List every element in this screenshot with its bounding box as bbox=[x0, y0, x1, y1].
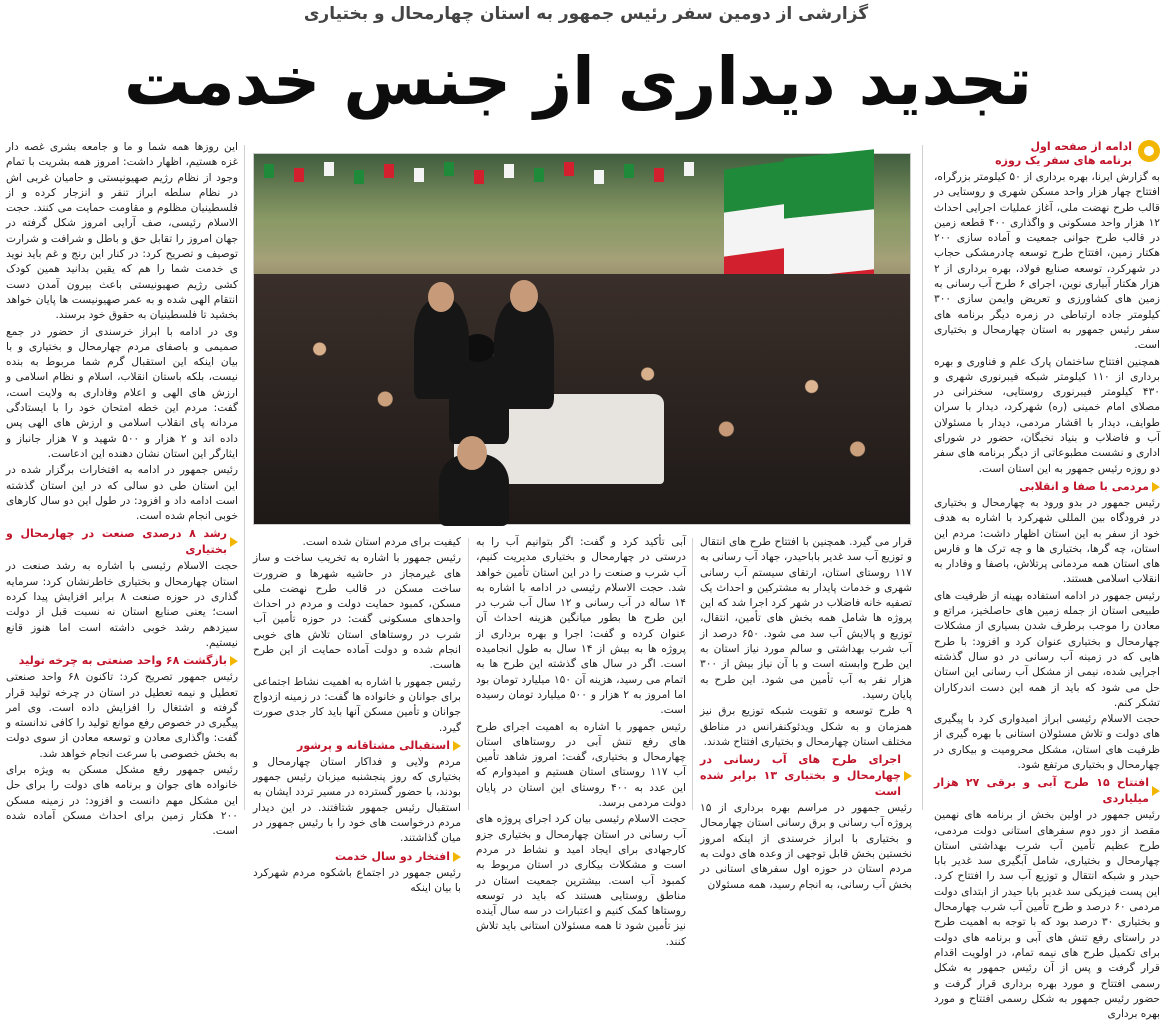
paragraph: حجت الاسلام رئیسی بیان کرد اجرای پروژه های آب رسانی در استان چهارمحال و بختیاری جزو کارجهادی برای ایجاد امید و نشاط در مردم است و مشکلات بیکاری در استان مربوط به کمبود آب است. بیشترین جمعیت استان در مناطق روستایی هستند که باید در توسعه روستاها کمک کنیم و اعتبارات در سه سال آینده نیز تأمین شود تا همه مسئولان استانی باید تلاش کنند. bbox=[476, 813, 686, 948]
column-divider bbox=[468, 538, 469, 810]
paragraph: همچنین افتتاح ساختمان پارک علم و فناوری و بهره برداری از ۱۱۰ کیلومتر شبکه فیبرنوری شهری و ۴۳۰ کیلومتر فیبرنوری روستایی، سخنرانی در مصلای امام خمینی (ره) شهرکرد، دیدار با سران طوایف، دیدار با اقشار مردمی، دیدار با مسئولان آب و فاضلاب و بنیاد نخبگان، حضور در شورای اداری و نشست مطبوعاتی از دیگر برنامه های سفر دو روزه رئیس جمهور به این استان است. bbox=[934, 355, 1160, 475]
paragraph: رئیس جمهور در مراسم بهره برداری از ۱۵ پروژه آب رسانی و برق رسانی استان چهارمحال و بختیاری با ابراز خرسندی از اینکه امروز نخستین بخش قابل توجهی از وعده های دولت به مردم استان در حوزه اول سفرهای استانی در بخش آب رسانی، به انجام رسید، همه مسئولان bbox=[700, 802, 912, 891]
paragraph: حجت الاسلام رئیسی ابراز امیدواری کرد با پیگیری های دولت و تلاش مسئولان استانی با بهره گیری از ظرفیت های استان، مشکل محرومیت و بیکاری در چهارمحال و بختیاری مرتفع شود. bbox=[934, 713, 1160, 771]
left-column bbox=[6, 140, 239, 838]
paragraph: آبی تأکید کرد و گفت: اگر بتوانیم آب را به درستی در چهارمحال و بختیاری مدیریت کنیم، آب شرب و صنعت را در این استان تأمین خواهد شد. حجت الاسلام رئیسی در ادامه با اشاره به ۱۴ ساله در آب رسانی و ۱۲ سال آب شرب در این طرح ها بطور میانگین هزینه احداث آن عنوان کرده و گفت: اجرا و بهره برداری از پروژه ها به بیش از ۱۴ سال به طول انجامیده است. اگر در سال های گذشته این طرح ها به اتمام می رسید، هزینه آن ۱۵۰ میلیارد تومان بود اما امروز به ۲ هزار و ۵۰۰ میلیارد تومان رسیده است. bbox=[476, 536, 687, 717]
paragraph: رئیس جمهور در ادامه به افتخارات برگزار شده در این استان طی دو سالی که در این استان گذشته است ادامه داد و افزود: در طول این دو سال کارهای خوبی انجام شده است. bbox=[6, 464, 238, 523]
bullet-marker-icon bbox=[904, 771, 912, 781]
person-head bbox=[457, 436, 487, 470]
crowd-photo bbox=[253, 153, 911, 525]
paragraph: رئیس جمهور در ادامه استفاده بهینه از ظرفیت های طبیعی استان از جمله زمین های حاصلخیز، مراتع و معادن را موجب برطرف شدن بسیاری از مشکلات چهارمحال و بختیاری عنوان کرد و افزود: با طرح هایی که در زمینه آب رسانی در دو سال گذشته اجرایی شده، نیمی از مشکل آب رسانی این استان حل می شود که باید از همه این دست اندرکاران تشکر کنم. bbox=[934, 589, 1160, 709]
person bbox=[414, 299, 469, 399]
column-divider bbox=[244, 145, 245, 810]
bullet-marker-icon bbox=[1152, 786, 1160, 796]
paragraph: رئیس جمهور با اشاره به اهمیت نشاط اجتماعی برای جوانان و خانواده ها گفت: در زمینه ازدواج جوانان و تأمین مسکن آنها باید کار جدی صورت گیرد. bbox=[253, 675, 461, 734]
paragraph: کیفیت برای مردم استان شده است. bbox=[302, 536, 461, 548]
paragraph: رئیس جمهور در اجتماع باشکوه مردم شهرکرد با بیان اینکه bbox=[253, 866, 461, 894]
subhead: استقبالی مشتاقانه و پرشور bbox=[253, 738, 461, 754]
bullet-marker-icon bbox=[453, 852, 461, 862]
subhead: بازگشت ۶۸ واحد صنعتی به چرخه تولید bbox=[6, 653, 238, 669]
paragraph: این روزها همه شما و ما و جامعه بشری غصه دار غزه هستیم، اظهار داشت: امروز همه بشریت با تمام وجود از نظام رژیم صهیونیستی و حامیان غربی اش در نظام سلطه ابراز تنفر و انزجار کرده و از فلسطینیان مظلوم و مقاومت حمایت می کنند. حجت الاسلام رئیسی، صف آرایی امروز شکل گرفته در جهان امروز را تقابل حق و باطل و شرافت و شرارت توصیف و تصریح کرد: در کنار این رنج و غم باید نوید ی خدمت شما را هم که یقین بدانید همین کودک کشی رژیم صهیونیستی باعث بیرون آمدن دست انتقام الهی شده و به عمر صهیونیست ها پایان خواهد بخشید تا فلسطینیان به حقوق خود برسند. bbox=[6, 141, 238, 322]
article-column-2 bbox=[700, 535, 912, 891]
right-column bbox=[934, 140, 1160, 1021]
person-head bbox=[428, 282, 454, 312]
article-column-4 bbox=[253, 535, 461, 894]
subhead: رشد ۸ درصدی صنعت در چهارمحال و بختیاری bbox=[6, 526, 238, 558]
article-column-3 bbox=[476, 535, 687, 948]
bullet-marker-icon bbox=[453, 741, 461, 751]
subhead: مردمی با صفا و انقلابی bbox=[934, 479, 1160, 495]
bullet-marker-icon bbox=[1152, 482, 1160, 492]
subhead: افتتاح ۱۵ طرح آبی و برقی ۲۷ هزار میلیاردی bbox=[934, 775, 1160, 807]
paragraph: قرار می گیرد. همچنین با افتتاح طرح های انتقال و توزیع آب سد غدیر باباحیدر، جهاد آب رسانی به ۱۱۷ روستای استان، ارتقای سیستم آب رسانی شهری و خدمات پایدار به مشترکین و احداث یک تصفیه خانه فاضلاب در شهر کرد اجرا شد که این پروژه ها شامل همه بخش های تأمین، انتقال، توزیع و پالایش آب سد می شود. ۶۵۰ درصد از آب شرب بهداشتی و سالم مورد نیاز استان به این طرح وابسته است و با آن نیاز بیش از ۳۰۰ هزار نفر به آب تأمین می شود. این طرح به پایان رسید. bbox=[700, 536, 912, 701]
subhead: اجرای طرح های آب رسانی در چهارمحال و بختیاری ۱۳ برابر شده است bbox=[700, 752, 912, 800]
column-divider bbox=[922, 145, 923, 810]
paragraph: وی در ادامه با ابراز خرسندی از حضور در جمع صمیمی و باصفای مردم چهارمحال و بختیاری و با بیان اینکه این استقبال گرم شما مربوط به بنده نیست، بلکه باستان انقلاب، اسلام و نظام اسلامی و ارزش های الهی و اعلام وفاداری به ولایت است، گفت: مردم این خطه امتحان خود را با ایستادگی مردانه پای انقلاب اسلامی و ارزش های الهی پس داده اند و ۲ هزار و ۵۰۰ شهید و ۷ هزار جانباز و ایثارگر این استان نشان دهنده این ادعاست. bbox=[6, 325, 238, 460]
continued-from-label: ادامه از صفحه اول bbox=[1030, 140, 1132, 153]
paragraph: رئیس جمهور در اولین بخش از برنامه های نهمین مقصد از دور دوم سفرهای استانی دولت مردمی، طرح عظیم تأمین آب شرب بهداشتی استان چهارمحال و بختیاری، شامل آبگیری سد غدیر بابا حیدر و شبکه انتقال و توزیع آب سد را افتتاح کرد. این پست فیزیکی سد غدیر بابا حیدر از ابتدای دولت مردمی ۶۰ درصد و طرح تأمین آب شرب چهارمحال و بختیاری ۳۰ درصد بود که با توجه به اهمیت طرح در راستای رفع تنش های آبی و برنامه های دولت برای تکمیل طرح های نیمه تمام، در اولویت اقدام قرار گرفت و پس از آن رئیس جمهور به شکل رسمی افتتاح و مورد بهره برداری قرار گرفت و حضور رئیس جمهور به شکل رسمی افتتاح و مورد بهره برداری bbox=[934, 809, 1160, 1021]
article-kicker: گزارشی از دومین سفر رئیس جمهور به استان چهارمحال و بختیاری bbox=[303, 4, 869, 24]
paragraph: رئیس جمهور با اشاره به تخریب ساخت و ساز های غیرمجاز در حاشیه شهرها و ضرورت ساخت مسکن در قالب طرح نهضت ملی مسکن، کمبود حمایت دولت و مردم در احداث واحدهای مسکونی گفت: در حوزه تأمین آب شرب در روستاهای استان تلاش های خوبی انجام شده و دولت آماده حمایت از این طرح هاست. bbox=[253, 552, 461, 672]
continuation-header bbox=[934, 140, 1160, 168]
bullet-marker-icon bbox=[230, 537, 238, 547]
section-subhead: برنامه های سفر یک روزه bbox=[995, 154, 1132, 167]
paragraph: رئیس جمهور رفع مشکل مسکن به ویژه برای خانواده های جوان و برنامه های دولت را برای حل این مشکل مهم دانست و افزود: در زمینه مسکن ۲۰۰ هکتار زمین برای احداث مسکن آماده شده است. bbox=[6, 763, 238, 838]
column-divider bbox=[692, 538, 693, 810]
person bbox=[494, 299, 554, 409]
paragraph: به گزارش ایرنا، بهره برداری از ۵۰ کیلومتر بزرگراه، افتتاح چهار هزار واحد مسکن شهری و روستایی در قالب طرح نهضت ملی، آغاز عملیات اجرایی احداث ۱۲ هزار واحد مسکونی و واگذاری ۴۰۰ قطعه زمین در قالب طرح جوانی جمعیت و آماده سازی ۲۰۰ هکتار زمین، افتتاح طرح توسعه چادرمشکی حجاب در شهرکرد، توسعه صنایع فولاد، بهره برداری از ۲ هزار هکتار آبیاری نوین، اجرای ۶ طرح آب رسانی به زمین های کشاورزی و تعریض وایمن سازی ۳۰۰ کیلومتر جاده ارتباطی در زمره دیگر برنامه های سفر رئیس جمهور به استان چهارمحال و بختیاری است. bbox=[934, 171, 1160, 352]
bullet-marker-icon bbox=[230, 656, 238, 666]
paragraph: مردم ولایی و فداکار استان چهارمحال و بختیاری که روز پنجشنبه میزبان رئیس جمهور بودند، با حضور گسترده در مسیر تردد ایشان به استقبال رئیس جمهور شتافتند. در این دیدار مردم درخواست های خود را با رئیس جمهور در میان گذاشتند. bbox=[253, 755, 461, 845]
paragraph: ۹ طرح توسعه و تقویت شبکه توزیع برق نیز همزمان و به شکل ویدئوکنفرانس در مناطق مختلف استان چهارمحال و بختیاری افتتاح شدند. bbox=[700, 705, 912, 748]
person-head bbox=[510, 280, 538, 312]
paragraph: رئیس جمهور با اشاره به اهمیت اجرای طرح های رفع تنش آبی در روستاهای استان چهارمحال و بختیاری، گفت: امروز شاهد تأمین آب ۱۱۷ روستای استان هستیم و امیدوارم که این عدد به ۴۰۰ روستای این استان در پایان دولت مردمی برسد. bbox=[476, 720, 686, 810]
newspaper-logo-icon bbox=[1138, 140, 1160, 162]
subhead: افتخار دو سال خدمت bbox=[253, 849, 461, 865]
article-headline: تجدید دیداری از جنس خدمت bbox=[123, 43, 1032, 120]
paragraph: رئیس جمهور تصریح کرد: تاکنون ۶۸ واحد صنعتی تعطیل و نیمه تعطیل در استان در چرخه تولید قرار گرفته و اشتغال را افزایش داده است. وی امر پیگیری در خصوص رفع موانع تولید را کافی ندانسته و گفت: واگذاری معادن و توسعه معادن از سوی دولت به بخش خصوصی با سرعت انجام خواهد شد. bbox=[6, 671, 238, 760]
paragraph: رئیس جمهور در بدو ورود به چهارمحال و بختیاری در فرودگاه بین المللی شهرکرد با اشاره به هدف خود از سفر به این استان اظهار داشت: مردم این استان، چه گرها، بختیاری ها و چه ترک ها و فارس های استان همه مردمانی پرتلاش، باصفا و وفادار به انقلاب اسلامی هستند. bbox=[934, 496, 1160, 586]
paragraph: حجت الاسلام رئیسی با اشاره به رشد صنعت در استان چهارمحال و بختیاری خاطرنشان کرد: سرمایه گذاری در حوزه صنعت ۸ برابر افزایش پیدا کرده است؛ یعنی صنایع استان نه نسبت قبل از دولت سیزدهم رشد خوبی داشته است اما هنوز قانع نیستیم. bbox=[6, 560, 239, 649]
